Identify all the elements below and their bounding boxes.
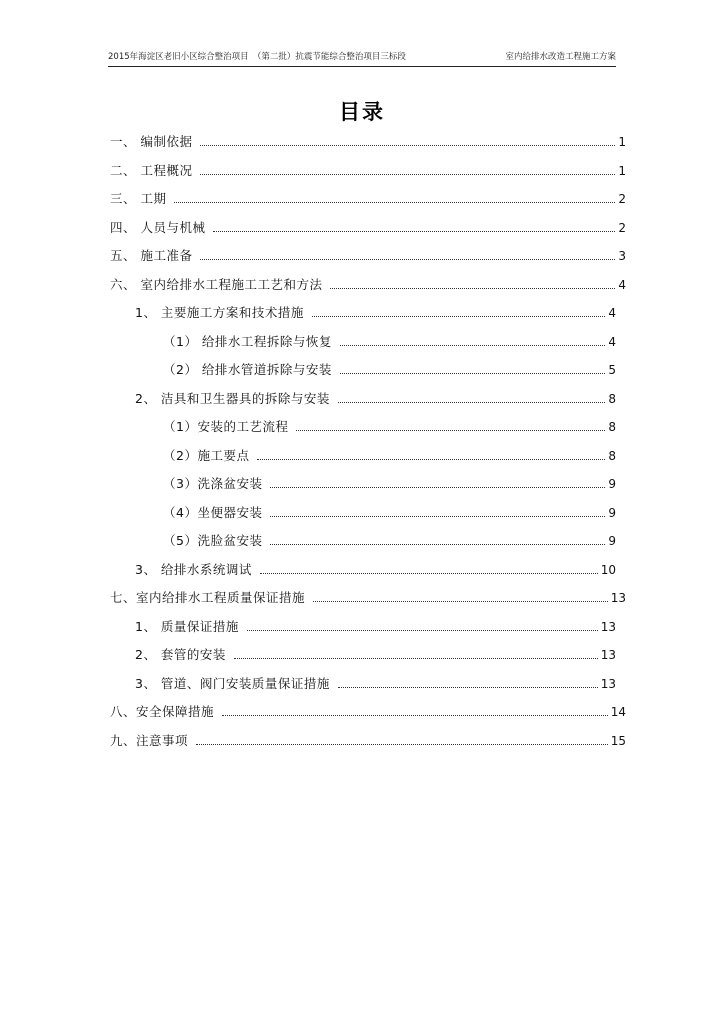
toc-entry[interactable] bbox=[163, 331, 616, 351]
toc-entry[interactable] bbox=[135, 388, 616, 408]
toc-entry[interactable] bbox=[110, 160, 626, 180]
toc-leader-dots bbox=[196, 743, 608, 745]
toc-entry-label: 二、 工程概况 bbox=[110, 163, 193, 178]
toc-entry-page: 4 bbox=[608, 306, 616, 320]
toc-entry[interactable] bbox=[110, 730, 626, 750]
toc-entry[interactable] bbox=[110, 701, 626, 721]
header-project-title: 2015年海淀区老旧小区综合整治项目 （第二批）抗震节能综合整治项目三标段 bbox=[108, 52, 406, 62]
toc-leader-dots bbox=[200, 258, 615, 260]
toc-entry[interactable] bbox=[163, 359, 616, 379]
toc-leader-dots bbox=[234, 657, 598, 659]
toc-entry-page: 13 bbox=[610, 591, 626, 605]
toc-entry-label: （4）坐便器安装 bbox=[163, 505, 263, 520]
toc-entry-page: 8 bbox=[608, 392, 616, 406]
toc-entry-label: 1、 质量保证措施 bbox=[135, 619, 239, 634]
header-document-title: 室内给排水改造工程施工方案 bbox=[505, 52, 616, 62]
toc-entry-page: 14 bbox=[610, 705, 626, 719]
toc-entry[interactable] bbox=[135, 644, 616, 664]
toc-entry-page: 1 bbox=[618, 135, 626, 149]
toc-leader-dots bbox=[270, 543, 605, 545]
toc-entry[interactable] bbox=[163, 416, 616, 436]
toc-leader-dots bbox=[338, 401, 605, 403]
toc-entry-page: 9 bbox=[608, 506, 616, 520]
toc-entry[interactable] bbox=[163, 445, 616, 465]
toc-entry[interactable] bbox=[135, 559, 616, 579]
toc-entry-page: 2 bbox=[618, 192, 626, 206]
toc-leader-dots bbox=[174, 201, 615, 203]
toc-entry-label: 八、安全保障措施 bbox=[110, 704, 215, 719]
toc-entry-page: 13 bbox=[600, 677, 616, 691]
toc-entry[interactable] bbox=[163, 502, 616, 522]
toc-entry[interactable] bbox=[163, 530, 616, 550]
toc-entry-label: 2、 套管的安装 bbox=[135, 647, 226, 662]
toc-entry[interactable] bbox=[110, 274, 626, 294]
toc-leader-dots bbox=[312, 315, 605, 317]
toc-leader-dots bbox=[338, 686, 598, 688]
toc-entry-label: 3、 给排水系统调试 bbox=[135, 562, 252, 577]
toc-entry-page: 1 bbox=[618, 164, 626, 178]
toc-leader-dots bbox=[270, 515, 605, 517]
toc-leader-dots bbox=[340, 372, 605, 374]
toc-entry-page: 9 bbox=[608, 534, 616, 548]
toc-leader-dots bbox=[247, 629, 598, 631]
toc-entry-label: 九、注意事项 bbox=[110, 733, 189, 748]
toc-entry[interactable] bbox=[135, 302, 616, 322]
toc-entry-label: 三、 工期 bbox=[110, 191, 167, 206]
toc-entry-label: （1） 给排水工程拆除与恢复 bbox=[163, 334, 332, 349]
toc-leader-dots bbox=[222, 714, 608, 716]
toc-entry-label: （3）洗涤盆安装 bbox=[163, 476, 263, 491]
toc-entry-label: 四、 人员与机械 bbox=[110, 220, 206, 235]
toc-entry-label: 2、 洁具和卫生器具的拆除与安装 bbox=[135, 391, 330, 406]
toc-entry-page: 13 bbox=[600, 620, 616, 634]
toc-entry[interactable] bbox=[163, 473, 616, 493]
toc-leader-dots bbox=[340, 344, 605, 346]
toc-leader-dots bbox=[200, 144, 615, 146]
toc-entry[interactable] bbox=[135, 673, 616, 693]
toc-entry-label: （2）施工要点 bbox=[163, 448, 250, 463]
toc-leader-dots bbox=[200, 173, 615, 175]
toc-leader-dots bbox=[213, 230, 615, 232]
toc-leader-dots bbox=[270, 486, 605, 488]
toc-entry[interactable] bbox=[110, 245, 626, 265]
toc-entry-label: 六、 室内给排水工程施工工艺和方法 bbox=[110, 277, 323, 292]
toc-entry-label: 3、 管道、阀门安装质量保证措施 bbox=[135, 676, 330, 691]
toc-entry-page: 10 bbox=[600, 563, 616, 577]
toc-entry-label: （2） 给排水管道拆除与安装 bbox=[163, 362, 332, 377]
toc-entry-page: 4 bbox=[618, 278, 626, 292]
toc-entry-page: 13 bbox=[600, 648, 616, 662]
toc-entry-page: 5 bbox=[608, 363, 616, 377]
toc-entry-label: 五、 施工准备 bbox=[110, 248, 193, 263]
page-header bbox=[108, 48, 616, 67]
toc-entry[interactable] bbox=[110, 587, 626, 607]
toc-title: 目录 bbox=[339, 100, 385, 124]
toc-entry-page: 8 bbox=[608, 420, 616, 434]
toc-entry-label: 一、 编制依据 bbox=[110, 134, 193, 149]
toc-entry-label: （1）安装的工艺流程 bbox=[163, 419, 289, 434]
toc-leader-dots bbox=[330, 287, 615, 289]
toc-entry-label: 1、 主要施工方案和技术措施 bbox=[135, 305, 304, 320]
toc-entry-page: 4 bbox=[608, 335, 616, 349]
toc-entry-page: 8 bbox=[608, 449, 616, 463]
toc-entry[interactable] bbox=[110, 217, 626, 237]
toc-leader-dots bbox=[260, 572, 598, 574]
toc-leader-dots bbox=[257, 458, 605, 460]
toc-entry[interactable] bbox=[135, 616, 616, 636]
toc-leader-dots bbox=[313, 600, 608, 602]
toc-entry-label: 七、室内给排水工程质量保证措施 bbox=[110, 590, 306, 605]
toc-entry-page: 15 bbox=[610, 734, 626, 748]
toc-entry-label: （5）洗脸盆安装 bbox=[163, 533, 263, 548]
toc-entry[interactable] bbox=[110, 131, 626, 151]
toc-leader-dots bbox=[296, 429, 605, 431]
toc-entry-page: 2 bbox=[618, 221, 626, 235]
toc-entry[interactable] bbox=[110, 188, 626, 208]
toc-entry-page: 3 bbox=[618, 249, 626, 263]
toc-entry-page: 9 bbox=[608, 477, 616, 491]
